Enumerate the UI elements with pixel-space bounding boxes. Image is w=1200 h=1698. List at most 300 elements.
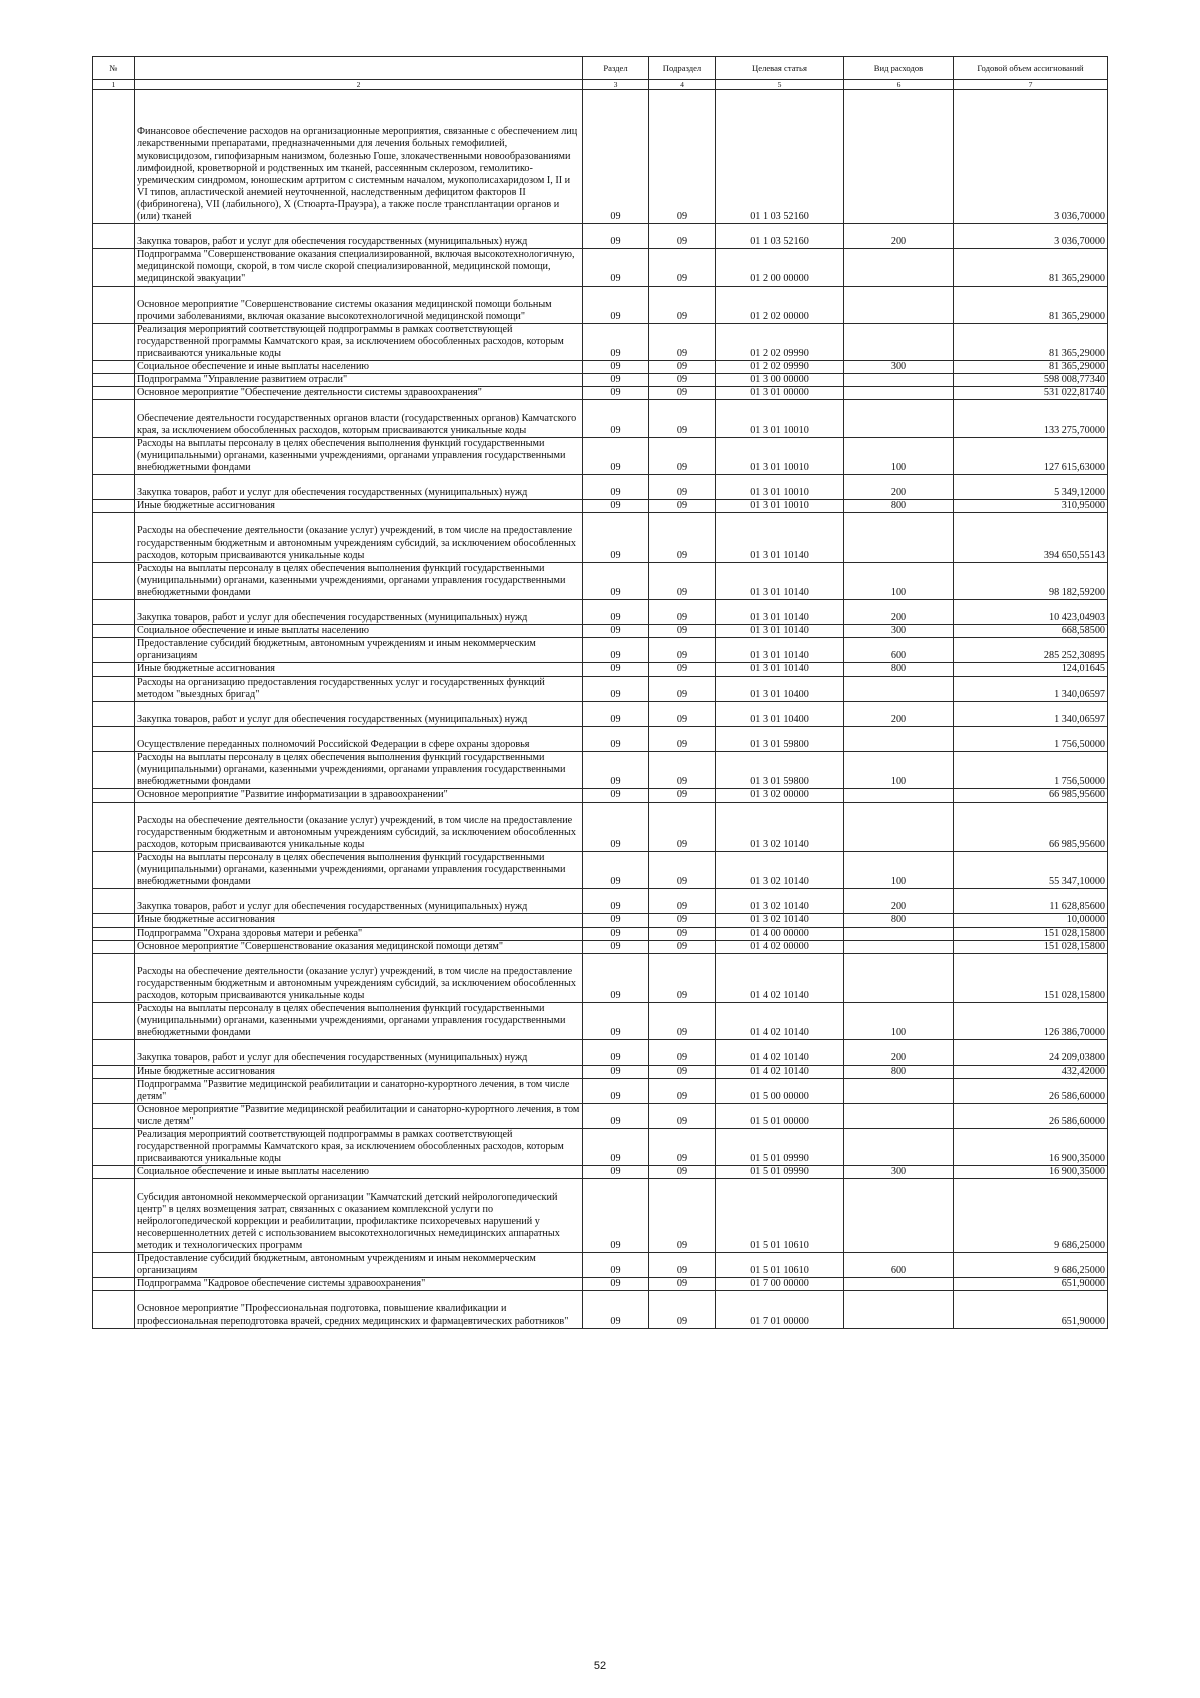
row-number-cell (93, 802, 135, 851)
row-volume-cell: 1 340,06597 (954, 701, 1108, 726)
row-expense-type-cell: 600 (844, 638, 954, 663)
row-target-article-cell: 01 3 01 10140 (716, 600, 844, 625)
row-podrazdel-cell: 09 (649, 1065, 716, 1078)
row-expense-type-cell: 100 (844, 562, 954, 599)
row-razdel-cell: 09 (583, 1078, 649, 1103)
row-razdel-cell: 09 (583, 851, 649, 888)
row-number-cell (93, 1253, 135, 1278)
row-volume-cell: 151 028,15800 (954, 953, 1108, 1002)
table-row (93, 726, 1108, 751)
row-target-article-cell: 01 3 01 10140 (716, 638, 844, 663)
table-row (93, 1291, 1108, 1328)
row-volume-cell: 16 900,35000 (954, 1129, 1108, 1166)
row-name-cell: Социальное обеспечение и иные выплаты населению (135, 625, 583, 638)
row-name-cell: Иные бюджетные ассигнования (135, 663, 583, 676)
row-razdel-cell: 09 (583, 90, 649, 224)
header-name (135, 57, 583, 80)
row-podrazdel-cell: 09 (649, 90, 716, 224)
row-name-cell: Расходы на обеспечение деятельности (оказание услуг) учреждений, в том числе на предоставление государственным бюджетным и автономным учреждениям субсидий, за исключением обособленных расходов, которым присваиваются уникальные коды (135, 953, 583, 1002)
row-razdel-cell: 09 (583, 1129, 649, 1166)
row-razdel-cell: 09 (583, 663, 649, 676)
row-razdel-cell: 09 (583, 374, 649, 387)
row-volume-cell: 81 365,29000 (954, 286, 1108, 323)
row-volume-cell: 651,90000 (954, 1291, 1108, 1328)
table-column-numbers-row (93, 80, 1108, 90)
row-expense-type-cell: 800 (844, 1065, 954, 1078)
row-volume-cell: 24 209,03800 (954, 1040, 1108, 1065)
table-row (93, 638, 1108, 663)
row-name-cell: Подпрограмма "Охрана здоровья матери и ребенка" (135, 927, 583, 940)
row-number-cell (93, 361, 135, 374)
row-name-cell: Реализация мероприятий соответствующей подпрограммы в рамках соответствующей государственной программы Камчатского края, за исключением обособленных расходов, которым присваиваются уникальные коды (135, 1129, 583, 1166)
row-name-cell: Закупка товаров, работ и услуг для обеспечения государственных (муниципальных) нужд (135, 889, 583, 914)
row-volume-cell: 66 985,95600 (954, 789, 1108, 802)
row-number-cell (93, 1103, 135, 1128)
row-name-cell: Социальное обеспечение и иные выплаты населению (135, 1166, 583, 1179)
row-number-cell (93, 387, 135, 400)
table-row (93, 475, 1108, 500)
table-row (93, 1065, 1108, 1078)
row-name-cell: Субсидия автономной некоммерческой организации "Камчатский детский нейрологопедический центр" в целях возмещения затрат, связанных с оказанием комплексной услуги по нейрологопедической коррекции и реабилитации, профилактике психоречевых нарушений у несовершеннолетних детей с использованием высокотехнологичных немедицинских аппаратных методик и технологических программ (135, 1179, 583, 1253)
row-volume-cell: 531 022,81740 (954, 387, 1108, 400)
row-target-article-cell: 01 3 01 10400 (716, 676, 844, 701)
row-volume-cell: 432,42000 (954, 1065, 1108, 1078)
row-razdel-cell: 09 (583, 1003, 649, 1040)
table-row (93, 1166, 1108, 1179)
row-target-article-cell: 01 3 00 00000 (716, 374, 844, 387)
row-volume-cell: 394 650,55143 (954, 513, 1108, 562)
table-row (93, 1003, 1108, 1040)
row-number-cell (93, 676, 135, 701)
row-razdel-cell: 09 (583, 701, 649, 726)
row-number-cell (93, 752, 135, 789)
row-expense-type-cell: 800 (844, 663, 954, 676)
row-target-article-cell: 01 7 01 00000 (716, 1291, 844, 1328)
row-podrazdel-cell: 09 (649, 625, 716, 638)
header-podrazdel: Подраздел (649, 57, 716, 80)
row-name-cell: Закупка товаров, работ и услуг для обеспечения государственных (муниципальных) нужд (135, 600, 583, 625)
row-razdel-cell: 09 (583, 1040, 649, 1065)
row-name-cell: Социальное обеспечение и иные выплаты населению (135, 361, 583, 374)
row-expense-type-cell: 100 (844, 851, 954, 888)
row-razdel-cell: 09 (583, 437, 649, 474)
row-razdel-cell: 09 (583, 249, 649, 286)
row-podrazdel-cell: 09 (649, 1103, 716, 1128)
row-expense-type-cell (844, 802, 954, 851)
row-name-cell: Расходы на выплаты персоналу в целях обеспечения выполнения функций государственными (муниципальными) органами, казенными учреждениями, органами управления государственными внебюджетными фондами (135, 1003, 583, 1040)
row-razdel-cell: 09 (583, 400, 649, 437)
row-expense-type-cell (844, 374, 954, 387)
row-name-cell: Закупка товаров, работ и услуг для обеспечения государственных (муниципальных) нужд (135, 224, 583, 249)
row-podrazdel-cell: 09 (649, 701, 716, 726)
row-number-cell (93, 1003, 135, 1040)
table-row (93, 1078, 1108, 1103)
row-podrazdel-cell: 09 (649, 752, 716, 789)
row-target-article-cell: 01 3 01 10010 (716, 500, 844, 513)
row-volume-cell: 3 036,70000 (954, 90, 1108, 224)
table-row (93, 1129, 1108, 1166)
row-target-article-cell: 01 3 01 10010 (716, 475, 844, 500)
table-row (93, 701, 1108, 726)
column-number: 4 (649, 80, 716, 90)
row-razdel-cell: 09 (583, 752, 649, 789)
row-volume-cell: 26 586,60000 (954, 1078, 1108, 1103)
row-target-article-cell: 01 3 01 10140 (716, 625, 844, 638)
row-name-cell: Финансовое обеспечение расходов на организационные мероприятия, связанные с обеспечением лиц лекарственными препаратами, предназначенными для лечения больных гемофилией, муковисцидозом, гипофизарным нанизмом, болезнью Гоше, злокачественными новообразованиями лимфоидной, кроветворной и родственных им тканей, рассеянным склерозом, гемолитико-уремическим синдромом, юношеским артритом с системным началом, мукополисахаридозом I, II и VI типов, апластической анемией неуточненной, наследственным дефицитом факторов II (фибриногена), VII (лабильного), X (Стюарта-Прауэра), а также после трансплантации органов и (или) тканей (135, 90, 583, 224)
row-volume-cell: 5 349,12000 (954, 475, 1108, 500)
row-number-cell (93, 940, 135, 953)
budget-table-document (92, 56, 1107, 1329)
row-name-cell: Основное мероприятие "Совершенствование оказания медицинской помощи детям" (135, 940, 583, 953)
table-row (93, 361, 1108, 374)
row-target-article-cell: 01 2 02 00000 (716, 286, 844, 323)
row-volume-cell: 81 365,29000 (954, 249, 1108, 286)
row-number-cell (93, 1278, 135, 1291)
row-number-cell (93, 701, 135, 726)
row-podrazdel-cell: 09 (649, 1253, 716, 1278)
row-razdel-cell: 09 (583, 1065, 649, 1078)
row-volume-cell: 81 365,29000 (954, 323, 1108, 360)
table-row (93, 249, 1108, 286)
table-row (93, 802, 1108, 851)
table-row (93, 1278, 1108, 1291)
row-number-cell (93, 1065, 135, 1078)
table-row (93, 224, 1108, 249)
row-number-cell (93, 600, 135, 625)
row-name-cell: Основное мероприятие "Профессиональная подготовка, повышение квалификации и профессиональная переподготовка врачей, средних медицинских и фармацевтических работников" (135, 1291, 583, 1328)
row-name-cell: Предоставление субсидий бюджетным, автономным учреждениям и иным некоммерческим организациям (135, 638, 583, 663)
row-volume-cell: 1 756,50000 (954, 752, 1108, 789)
table-row (93, 927, 1108, 940)
table-row (93, 1040, 1108, 1065)
row-number-cell (93, 638, 135, 663)
row-target-article-cell: 01 4 02 00000 (716, 940, 844, 953)
row-target-article-cell: 01 3 01 10140 (716, 562, 844, 599)
row-podrazdel-cell: 09 (649, 500, 716, 513)
row-volume-cell: 151 028,15800 (954, 927, 1108, 940)
row-target-article-cell: 01 5 01 10610 (716, 1253, 844, 1278)
table-row (93, 513, 1108, 562)
row-target-article-cell: 01 3 02 10140 (716, 914, 844, 927)
row-name-cell: Расходы на выплаты персоналу в целях обеспечения выполнения функций государственными (муниципальными) органами, казенными учреждениями, органами управления государственными внебюджетными фондами (135, 562, 583, 599)
row-target-article-cell: 01 4 02 10140 (716, 1065, 844, 1078)
row-name-cell: Подпрограмма "Развитие медицинской реабилитации и санаторно-курортного лечения, в том числе детям" (135, 1078, 583, 1103)
row-razdel-cell: 09 (583, 513, 649, 562)
row-razdel-cell: 09 (583, 1253, 649, 1278)
row-target-article-cell: 01 3 02 10140 (716, 889, 844, 914)
row-podrazdel-cell: 09 (649, 927, 716, 940)
row-name-cell: Реализация мероприятий соответствующей подпрограммы в рамках соответствующей государственной программы Камчатского края, за исключением обособленных расходов, которым присваиваются уникальные коды (135, 323, 583, 360)
row-volume-cell: 133 275,70000 (954, 400, 1108, 437)
row-razdel-cell: 09 (583, 361, 649, 374)
row-number-cell (93, 475, 135, 500)
row-expense-type-cell: 200 (844, 224, 954, 249)
row-target-article-cell: 01 4 02 10140 (716, 1003, 844, 1040)
row-expense-type-cell (844, 1078, 954, 1103)
row-razdel-cell: 09 (583, 286, 649, 323)
row-razdel-cell: 09 (583, 676, 649, 701)
row-razdel-cell: 09 (583, 889, 649, 914)
row-podrazdel-cell: 09 (649, 437, 716, 474)
row-name-cell: Расходы на обеспечение деятельности (оказание услуг) учреждений, в том числе на предоставление государственным бюджетным и автономным учреждениям субсидий, за исключением обособленных расходов, которым присваиваются уникальные коды (135, 802, 583, 851)
row-expense-type-cell (844, 940, 954, 953)
row-expense-type-cell: 300 (844, 1166, 954, 1179)
row-number-cell (93, 1129, 135, 1166)
row-razdel-cell: 09 (583, 562, 649, 599)
row-expense-type-cell (844, 1291, 954, 1328)
row-podrazdel-cell: 09 (649, 400, 716, 437)
row-volume-cell: 151 028,15800 (954, 940, 1108, 953)
row-expense-type-cell: 100 (844, 752, 954, 789)
table-row (93, 374, 1108, 387)
row-name-cell: Подпрограмма "Кадровое обеспечение системы здравоохранения" (135, 1278, 583, 1291)
row-volume-cell: 11 628,85600 (954, 889, 1108, 914)
row-volume-cell: 3 036,70000 (954, 224, 1108, 249)
row-number-cell (93, 224, 135, 249)
row-number-cell (93, 663, 135, 676)
row-volume-cell: 598 008,77340 (954, 374, 1108, 387)
column-number: 3 (583, 80, 649, 90)
header-razdel: Раздел (583, 57, 649, 80)
row-podrazdel-cell: 09 (649, 953, 716, 1002)
row-podrazdel-cell: 09 (649, 1166, 716, 1179)
row-expense-type-cell: 800 (844, 914, 954, 927)
row-number-cell (93, 562, 135, 599)
table-row (93, 600, 1108, 625)
row-podrazdel-cell: 09 (649, 851, 716, 888)
row-name-cell: Обеспечение деятельности государственных органов власти (государственных органов) Камчатского края, за исключением обособленных расходов, которым присваиваются уникальные коды (135, 400, 583, 437)
row-expense-type-cell (844, 249, 954, 286)
row-podrazdel-cell: 09 (649, 1278, 716, 1291)
table-row (93, 1253, 1108, 1278)
table-row (93, 752, 1108, 789)
table-row (93, 663, 1108, 676)
row-name-cell: Закупка товаров, работ и услуг для обеспечения государственных (муниципальных) нужд (135, 701, 583, 726)
row-number-cell (93, 953, 135, 1002)
row-expense-type-cell (844, 1179, 954, 1253)
row-expense-type-cell: 300 (844, 625, 954, 638)
row-razdel-cell: 09 (583, 1179, 649, 1253)
row-number-cell (93, 1078, 135, 1103)
row-volume-cell: 1 756,50000 (954, 726, 1108, 751)
row-volume-cell: 55 347,10000 (954, 851, 1108, 888)
row-number-cell (93, 286, 135, 323)
row-target-article-cell: 01 5 01 10610 (716, 1179, 844, 1253)
table-row (93, 1179, 1108, 1253)
row-volume-cell: 127 615,63000 (954, 437, 1108, 474)
row-target-article-cell: 01 5 00 00000 (716, 1078, 844, 1103)
row-podrazdel-cell: 09 (649, 387, 716, 400)
row-podrazdel-cell: 09 (649, 224, 716, 249)
row-target-article-cell: 01 1 03 52160 (716, 224, 844, 249)
row-volume-cell: 126 386,70000 (954, 1003, 1108, 1040)
row-expense-type-cell (844, 927, 954, 940)
row-target-article-cell: 01 5 01 09990 (716, 1129, 844, 1166)
row-razdel-cell: 09 (583, 914, 649, 927)
table-row (93, 676, 1108, 701)
table-row (93, 500, 1108, 513)
row-razdel-cell: 09 (583, 224, 649, 249)
row-volume-cell: 668,58500 (954, 625, 1108, 638)
row-name-cell: Подпрограмма "Совершенствование оказания специализированной, включая высокотехнологичную, медицинской помощи, скорой, в том числе скорой специализированной, медицинской помощи, медицинской эвакуации" (135, 249, 583, 286)
row-expense-type-cell: 100 (844, 1003, 954, 1040)
row-name-cell: Основное мероприятие "Обеспечение деятельности системы здравоохранения" (135, 387, 583, 400)
budget-allocation-table (92, 56, 1108, 1329)
row-razdel-cell: 09 (583, 940, 649, 953)
row-volume-cell: 9 686,25000 (954, 1253, 1108, 1278)
row-podrazdel-cell: 09 (649, 726, 716, 751)
table-row (93, 914, 1108, 927)
row-podrazdel-cell: 09 (649, 940, 716, 953)
row-name-cell: Иные бюджетные ассигнования (135, 1065, 583, 1078)
row-name-cell: Основное мероприятие "Развитие информатизации в здравоохранении" (135, 789, 583, 802)
row-podrazdel-cell: 09 (649, 802, 716, 851)
row-number-cell (93, 249, 135, 286)
row-expense-type-cell (844, 726, 954, 751)
row-podrazdel-cell: 09 (649, 1129, 716, 1166)
row-expense-type-cell (844, 1129, 954, 1166)
row-name-cell: Иные бюджетные ассигнования (135, 914, 583, 927)
row-podrazdel-cell: 09 (649, 1179, 716, 1253)
row-razdel-cell: 09 (583, 1103, 649, 1128)
row-razdel-cell: 09 (583, 638, 649, 663)
header-expense-type: Вид расходов (844, 57, 954, 80)
row-volume-cell: 98 182,59200 (954, 562, 1108, 599)
row-podrazdel-cell: 09 (649, 889, 716, 914)
row-expense-type-cell (844, 400, 954, 437)
row-razdel-cell: 09 (583, 500, 649, 513)
header-annual-volume: Годовой объем ассигнований (954, 57, 1108, 80)
row-name-cell: Расходы на обеспечение деятельности (оказание услуг) учреждений, в том числе на предоставление государственным бюджетным и автономным учреждениям субсидий, за исключением обособленных расходов, которым присваиваются уникальные коды (135, 513, 583, 562)
table-row (93, 286, 1108, 323)
row-number-cell (93, 323, 135, 360)
row-target-article-cell: 01 3 01 00000 (716, 387, 844, 400)
table-row (93, 1103, 1108, 1128)
row-podrazdel-cell: 09 (649, 676, 716, 701)
row-name-cell: Иные бюджетные ассигнования (135, 500, 583, 513)
row-number-cell (93, 1291, 135, 1328)
row-target-article-cell: 01 3 02 10140 (716, 851, 844, 888)
row-razdel-cell: 09 (583, 789, 649, 802)
table-body (93, 90, 1108, 1329)
row-target-article-cell: 01 3 01 10010 (716, 400, 844, 437)
column-number: 7 (954, 80, 1108, 90)
row-target-article-cell: 01 3 01 10010 (716, 437, 844, 474)
row-number-cell (93, 726, 135, 751)
row-razdel-cell: 09 (583, 600, 649, 625)
table-row (93, 437, 1108, 474)
row-target-article-cell: 01 5 01 00000 (716, 1103, 844, 1128)
row-podrazdel-cell: 09 (649, 1040, 716, 1065)
row-volume-cell: 26 586,60000 (954, 1103, 1108, 1128)
row-podrazdel-cell: 09 (649, 638, 716, 663)
row-number-cell (93, 374, 135, 387)
table-row (93, 90, 1108, 224)
row-target-article-cell: 01 2 02 09990 (716, 323, 844, 360)
row-volume-cell: 124,01645 (954, 663, 1108, 676)
table-header-row (93, 57, 1108, 80)
row-podrazdel-cell: 09 (649, 1078, 716, 1103)
row-expense-type-cell: 800 (844, 500, 954, 513)
row-name-cell: Расходы на выплаты персоналу в целях обеспечения выполнения функций государственными (муниципальными) органами, казенными учреждениями, органами управления государственными внебюджетными фондами (135, 437, 583, 474)
row-name-cell: Закупка товаров, работ и услуг для обеспечения государственных (муниципальных) нужд (135, 1040, 583, 1065)
row-podrazdel-cell: 09 (649, 323, 716, 360)
page-number: 52 (593, 1660, 607, 1672)
row-volume-cell: 651,90000 (954, 1278, 1108, 1291)
row-volume-cell: 10,00000 (954, 914, 1108, 927)
row-expense-type-cell (844, 953, 954, 1002)
row-volume-cell: 310,95000 (954, 500, 1108, 513)
table-row (93, 625, 1108, 638)
row-podrazdel-cell: 09 (649, 361, 716, 374)
row-name-cell: Закупка товаров, работ и услуг для обеспечения государственных (муниципальных) нужд (135, 475, 583, 500)
row-volume-cell: 66 985,95600 (954, 802, 1108, 851)
row-podrazdel-cell: 09 (649, 286, 716, 323)
row-number-cell (93, 437, 135, 474)
row-podrazdel-cell: 09 (649, 475, 716, 500)
column-number: 2 (135, 80, 583, 90)
header-target-article: Целевая статья (716, 57, 844, 80)
row-number-cell (93, 400, 135, 437)
row-expense-type-cell (844, 323, 954, 360)
row-razdel-cell: 09 (583, 387, 649, 400)
row-razdel-cell: 09 (583, 323, 649, 360)
row-number-cell (93, 851, 135, 888)
table-row (93, 889, 1108, 914)
row-expense-type-cell: 200 (844, 600, 954, 625)
row-expense-type-cell: 200 (844, 701, 954, 726)
row-podrazdel-cell: 09 (649, 789, 716, 802)
row-number-cell (93, 500, 135, 513)
row-number-cell (93, 789, 135, 802)
row-name-cell: Основное мероприятие "Совершенствование системы оказания медицинской помощи больным прочими заболеваниями, включая оказание высокотехнологичной медицинской помощи" (135, 286, 583, 323)
row-expense-type-cell: 300 (844, 361, 954, 374)
row-expense-type-cell: 100 (844, 437, 954, 474)
row-number-cell (93, 914, 135, 927)
row-expense-type-cell (844, 387, 954, 400)
row-name-cell: Расходы на выплаты персоналу в целях обеспечения выполнения функций государственными (муниципальными) органами, казенными учреждениями, органами управления государственными внебюджетными фондами (135, 851, 583, 888)
row-number-cell (93, 889, 135, 914)
row-number-cell (93, 90, 135, 224)
row-number-cell (93, 927, 135, 940)
row-expense-type-cell: 200 (844, 475, 954, 500)
row-razdel-cell: 09 (583, 802, 649, 851)
row-name-cell: Предоставление субсидий бюджетным, автономным учреждениям и иным некоммерческим организациям (135, 1253, 583, 1278)
header-number: № (93, 57, 135, 80)
row-podrazdel-cell: 09 (649, 249, 716, 286)
row-razdel-cell: 09 (583, 726, 649, 751)
row-target-article-cell: 01 1 03 52160 (716, 90, 844, 224)
row-target-article-cell: 01 3 01 59800 (716, 726, 844, 751)
row-razdel-cell: 09 (583, 475, 649, 500)
row-podrazdel-cell: 09 (649, 374, 716, 387)
row-volume-cell: 16 900,35000 (954, 1166, 1108, 1179)
row-target-article-cell: 01 4 00 00000 (716, 927, 844, 940)
row-name-cell: Основное мероприятие "Развитие медицинской реабилитации и санаторно-курортного лечения, в том числе детям" (135, 1103, 583, 1128)
row-target-article-cell: 01 3 02 00000 (716, 789, 844, 802)
row-target-article-cell: 01 3 01 10400 (716, 701, 844, 726)
row-target-article-cell: 01 4 02 10140 (716, 953, 844, 1002)
row-expense-type-cell: 200 (844, 1040, 954, 1065)
row-razdel-cell: 09 (583, 953, 649, 1002)
row-podrazdel-cell: 09 (649, 1291, 716, 1328)
row-target-article-cell: 01 5 01 09990 (716, 1166, 844, 1179)
row-podrazdel-cell: 09 (649, 600, 716, 625)
table-row (93, 323, 1108, 360)
row-razdel-cell: 09 (583, 625, 649, 638)
row-target-article-cell: 01 3 01 59800 (716, 752, 844, 789)
row-razdel-cell: 09 (583, 1278, 649, 1291)
